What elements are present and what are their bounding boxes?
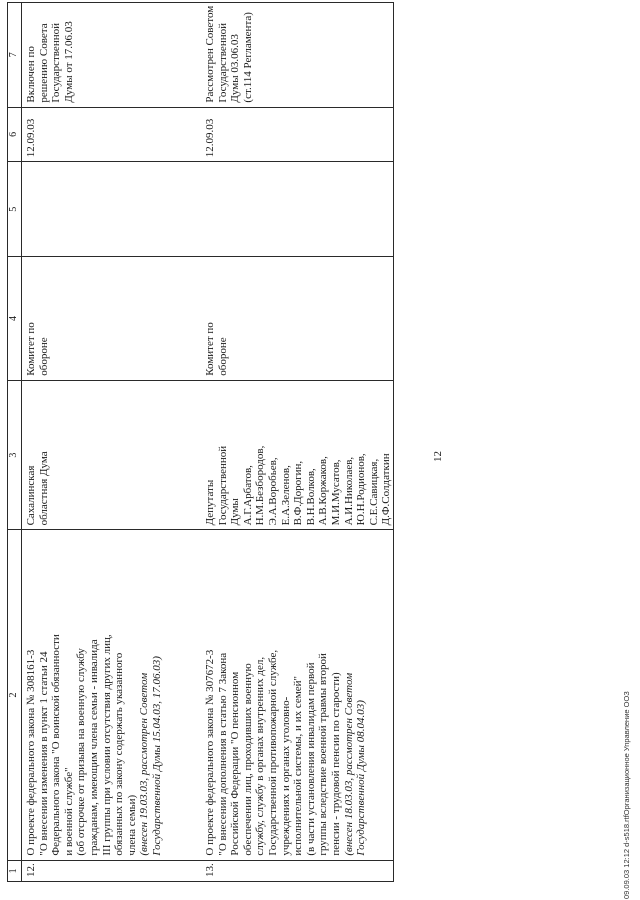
page-number: 12 bbox=[432, 451, 444, 462]
table-row bbox=[22, 3, 202, 882]
bill-author bbox=[22, 380, 202, 530]
bill-committee bbox=[201, 257, 393, 381]
bill-status bbox=[201, 3, 393, 108]
bill-description bbox=[201, 530, 393, 860]
author-line: С.Е.Савицкая, bbox=[367, 458, 380, 526]
bill-note-line: Государственной Думы 08.04.03) bbox=[355, 700, 368, 856]
bill-description bbox=[22, 530, 202, 860]
bill-title-line: и военной службе" bbox=[62, 767, 75, 856]
bill-status bbox=[22, 3, 202, 108]
author-line: Сахалинская bbox=[25, 465, 37, 526]
author-line: А.В.Коржаков, bbox=[317, 456, 330, 526]
column-5-cell bbox=[22, 162, 202, 257]
bill-title-line: гражданам, имеющим члена семьи - инвалида bbox=[87, 639, 100, 856]
column-header: 5 bbox=[8, 162, 22, 257]
committee-line: Комитет по bbox=[204, 322, 216, 376]
column-header: 4 bbox=[8, 257, 22, 381]
author-line: В.Н.Волков, bbox=[304, 468, 317, 526]
bill-title-line: службу, службу в органах внутренних дел, bbox=[254, 656, 267, 856]
bill-title-line: "О внесении дополнения в статью 7 Закона bbox=[216, 652, 229, 856]
bill-title-line: члена семьи) bbox=[125, 794, 138, 856]
author-line: областная Дума bbox=[37, 451, 50, 526]
bill-title-line: Федерального закона "О воинской обязанности bbox=[50, 634, 63, 856]
status-line: Государственной bbox=[50, 23, 63, 103]
author-line: Д.Ф.Солдаткин bbox=[380, 453, 393, 526]
bill-note-line: (внесен 18.03.03, рассмотрен Советом bbox=[342, 672, 355, 856]
column-5-cell bbox=[201, 162, 393, 257]
column-header: 6 bbox=[8, 107, 22, 162]
table-row bbox=[201, 3, 393, 882]
bill-title-line: обеспечении лиц, проходивших военную bbox=[241, 663, 254, 856]
table-header-row bbox=[8, 3, 22, 882]
author-line: Н.М.Безбородов, bbox=[254, 445, 267, 526]
row-number: 12. bbox=[22, 860, 202, 881]
author-line: Депутаты bbox=[204, 479, 216, 526]
author-line: А.Г.Арбатов, bbox=[241, 465, 254, 526]
bill-title-line: О проекте федерального закона № 307672-3 bbox=[204, 649, 216, 856]
author-line: Э.А.Воробьев, bbox=[266, 457, 279, 526]
author-line: А.И.Николаев, bbox=[342, 456, 355, 526]
bill-title-line: группы вследствие военной травмы второй bbox=[317, 653, 330, 856]
status-line: решению Совета bbox=[37, 23, 50, 103]
bill-title-line: пенсии - трудовой пенсии по старости) bbox=[329, 672, 342, 856]
author-line: Государственной bbox=[216, 445, 229, 526]
bill-title-line: Государственной противопожарной службе, bbox=[266, 649, 279, 856]
bills-table bbox=[7, 2, 394, 882]
bill-title-line: (об отсрочке от призыва на военную службу bbox=[75, 648, 88, 856]
bill-date: 12.09.03 bbox=[201, 107, 393, 162]
bill-date: 12.09.03 bbox=[22, 107, 202, 162]
bill-title-line: (в части установления инвалидам первой bbox=[304, 662, 317, 856]
committee-line: Комитет по bbox=[25, 322, 37, 376]
status-line: Рассмотрен Советом bbox=[204, 5, 216, 103]
bill-title-line: исполнительной системы, и их семей" bbox=[292, 676, 305, 856]
bill-title-line: О проекте федерального закона № 308161-3 bbox=[25, 649, 37, 856]
page-footer: 09.09.03 12:12 d-s518.rtfОрганизационное Управление ООЗ bbox=[622, 691, 631, 899]
bill-note-line: Государственной Думы 15.04.03, 17.06.03) bbox=[150, 656, 163, 856]
status-line: Думы 03.06.03 bbox=[229, 34, 242, 103]
committee-line: обороне bbox=[216, 337, 229, 376]
bill-title-line: III группы при условии отсутствия других лиц, bbox=[100, 634, 113, 856]
column-header: 1 bbox=[8, 860, 22, 881]
committee-line: обороне bbox=[37, 337, 50, 376]
bill-title-line: учреждениях и органах уголовно- bbox=[279, 696, 292, 856]
bill-note-line: (внесен 19.03.03, рассмотрен Советом bbox=[138, 672, 151, 856]
bill-committee bbox=[22, 257, 202, 381]
author-line: М.И.Мусатов, bbox=[329, 459, 342, 526]
status-line: (ст.114 Регламента) bbox=[241, 12, 254, 103]
column-header: 2 bbox=[8, 530, 22, 860]
bill-title-line: Российской Федерации "О пенсионном bbox=[229, 671, 242, 856]
row-number: 13. bbox=[201, 860, 393, 881]
author-line: Е.А.Зеленов, bbox=[279, 465, 292, 526]
author-line: Ю.Н.Родионов, bbox=[355, 453, 368, 526]
status-line: Думы от 17.06.03 bbox=[62, 21, 75, 103]
author-line: Думы bbox=[229, 498, 242, 526]
author-line: В.Ф.Дорогин, bbox=[292, 460, 305, 526]
bill-title-line: "О внесении изменения в пункт 1 статьи 24 bbox=[37, 651, 50, 856]
column-header: 7 bbox=[8, 3, 22, 108]
status-line: Включен по bbox=[25, 46, 37, 103]
status-line: Государственной bbox=[216, 23, 229, 103]
bill-author bbox=[201, 380, 393, 530]
column-header: 3 bbox=[8, 380, 22, 530]
bill-title-line: обязанных по закону содержать указанного bbox=[113, 652, 126, 856]
